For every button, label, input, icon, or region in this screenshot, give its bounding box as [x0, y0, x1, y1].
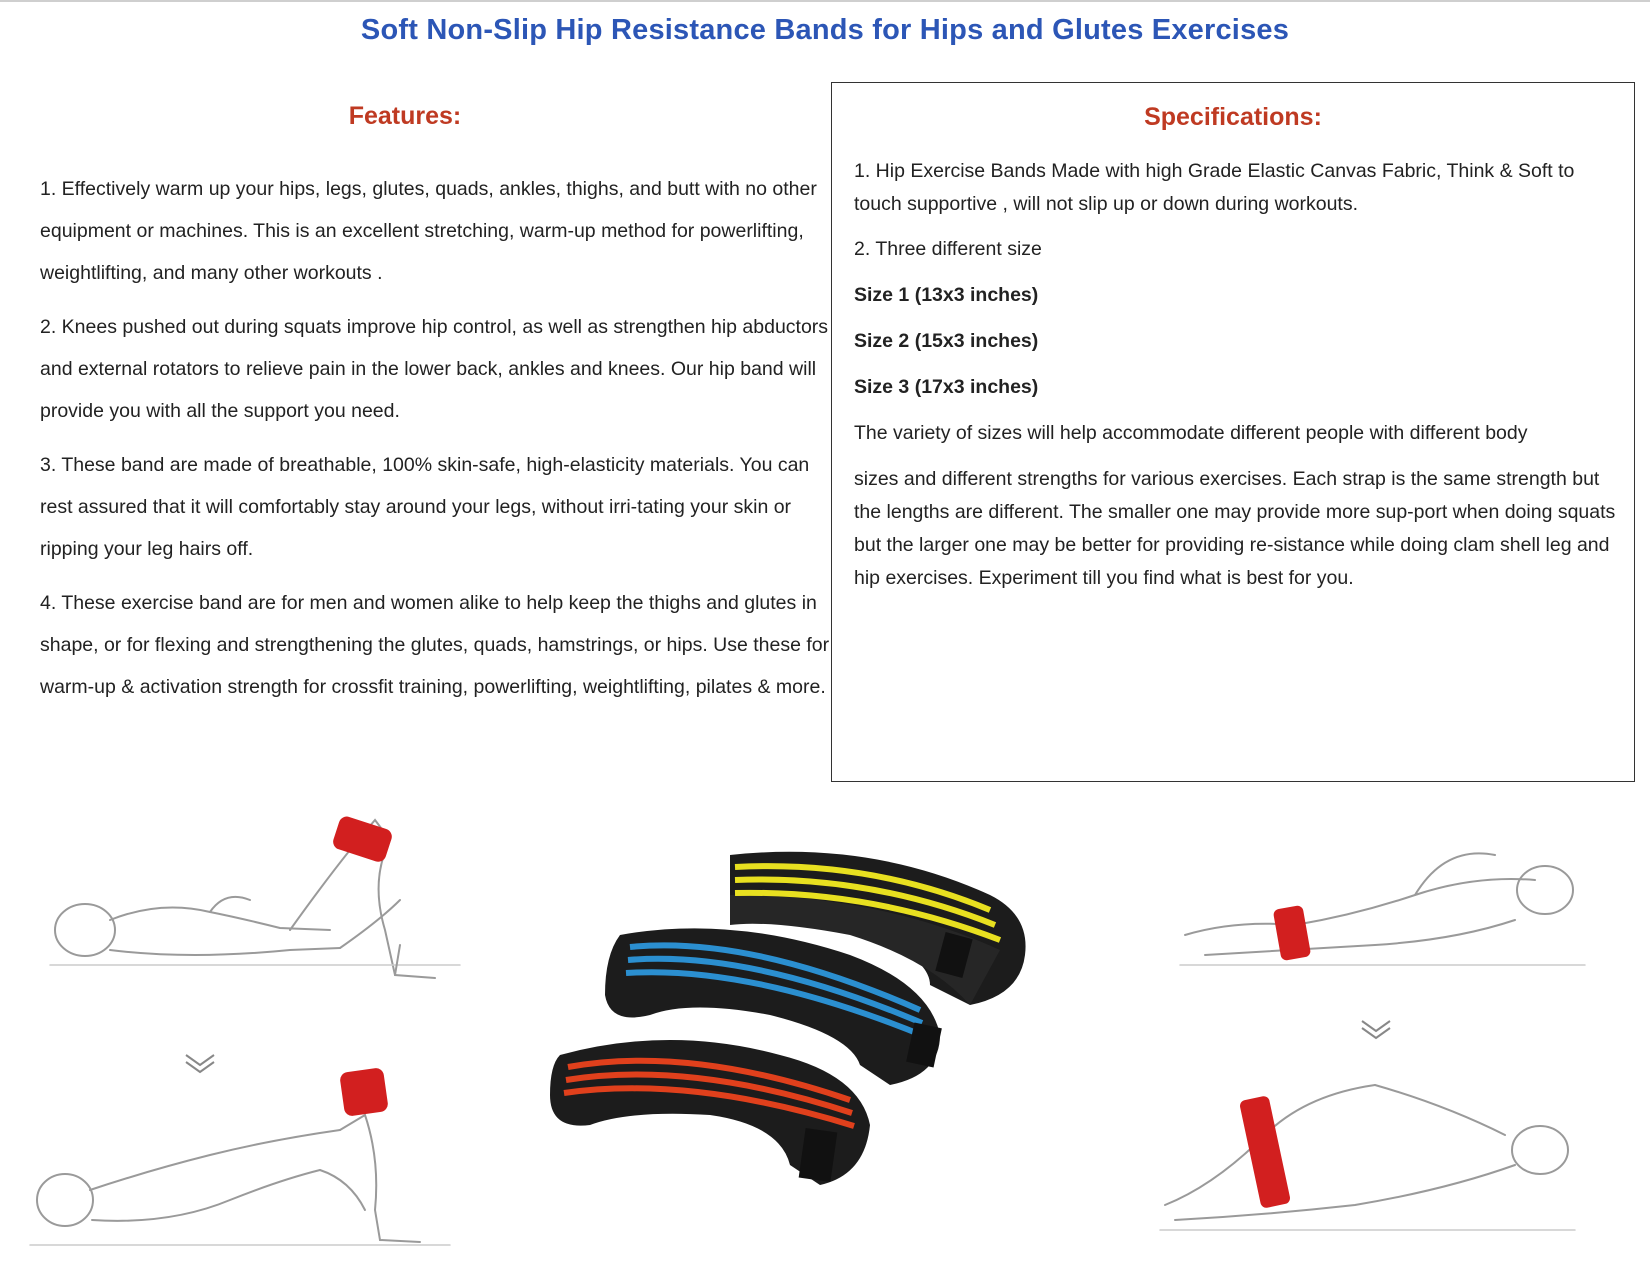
spec-item-2: 2. Three different size [854, 238, 1042, 260]
specifications-heading: Specifications: [1144, 103, 1322, 131]
feature-item-3: 3. These band are made of breathable, 100% skin-safe, high-elasticity materials. You can rest assured that it will comfortably stay around your legs, without irri-tating your skin or ripping your leg hairs off. [40, 454, 810, 560]
spec-item-1: 1. Hip Exercise Bands Made with high Grade Elastic Canvas Fabric, Think & Soft to touch supportive , will not slip up or down during workouts. [854, 160, 1575, 215]
chevron-down-icon [1360, 1018, 1392, 1042]
specifications-box [831, 82, 1635, 782]
variety-text-line-2: sizes and different strengths for various exercises. Each strap is the same strength but the lengths are different. The smaller one may provide more sup-port when doing squats but the larger one may be better for providing re-sistance while doing clam shell leg and hip exercises. Experiment till you find what is best for you. [854, 468, 1616, 589]
feature-item-2: 2. Knees pushed out during squats improve hip control, as well as strengthen hip abductors and external rotators to relieve pain in the lower back, ankles and knees. Our hip band will provide you with all the support you need. [40, 316, 829, 422]
resistance-bands-photo [550, 835, 1070, 1235]
feature-item-1: 1. Effectively warm up your hips, legs, glutes, quads, ankles, thighs, and butt with no other equipment or machines. This is an excellent stretching, warm-up method for powerlifting, weightlifting, and many other workouts . [40, 178, 817, 284]
glute-bridge-start-illustration [40, 800, 480, 990]
features-heading: Features: [348, 102, 462, 130]
size-2: Size 2 (15x3 inches) [854, 330, 1039, 352]
features-section [40, 102, 830, 708]
clamshell-open-illustration [1155, 1065, 1595, 1245]
orange-band [550, 1040, 870, 1185]
page-title: Soft Non-Slip Hip Resistance Bands for Hips and Glutes Exercises [360, 14, 1290, 46]
size-1: Size 1 (13x3 inches) [854, 284, 1039, 306]
specifications-content [854, 145, 1624, 595]
glute-bridge-raised-illustration [20, 1060, 470, 1260]
clamshell-start-illustration [1175, 835, 1595, 985]
feature-item-4: 4. These exercise band are for men and women alike to help keep the thighs and glutes in shape, or for flexing and strengthening the glutes, quads, hamstrings, or hips. Use these for warm-up & activation strength for crossfit training, powerlifting, weightlifting, pilates & more. [40, 592, 830, 698]
size-3: Size 3 (17x3 inches) [854, 376, 1039, 398]
top-rule [0, 0, 1650, 2]
variety-text-line-1: The variety of sizes will help accommodate different people with different body [854, 422, 1528, 444]
